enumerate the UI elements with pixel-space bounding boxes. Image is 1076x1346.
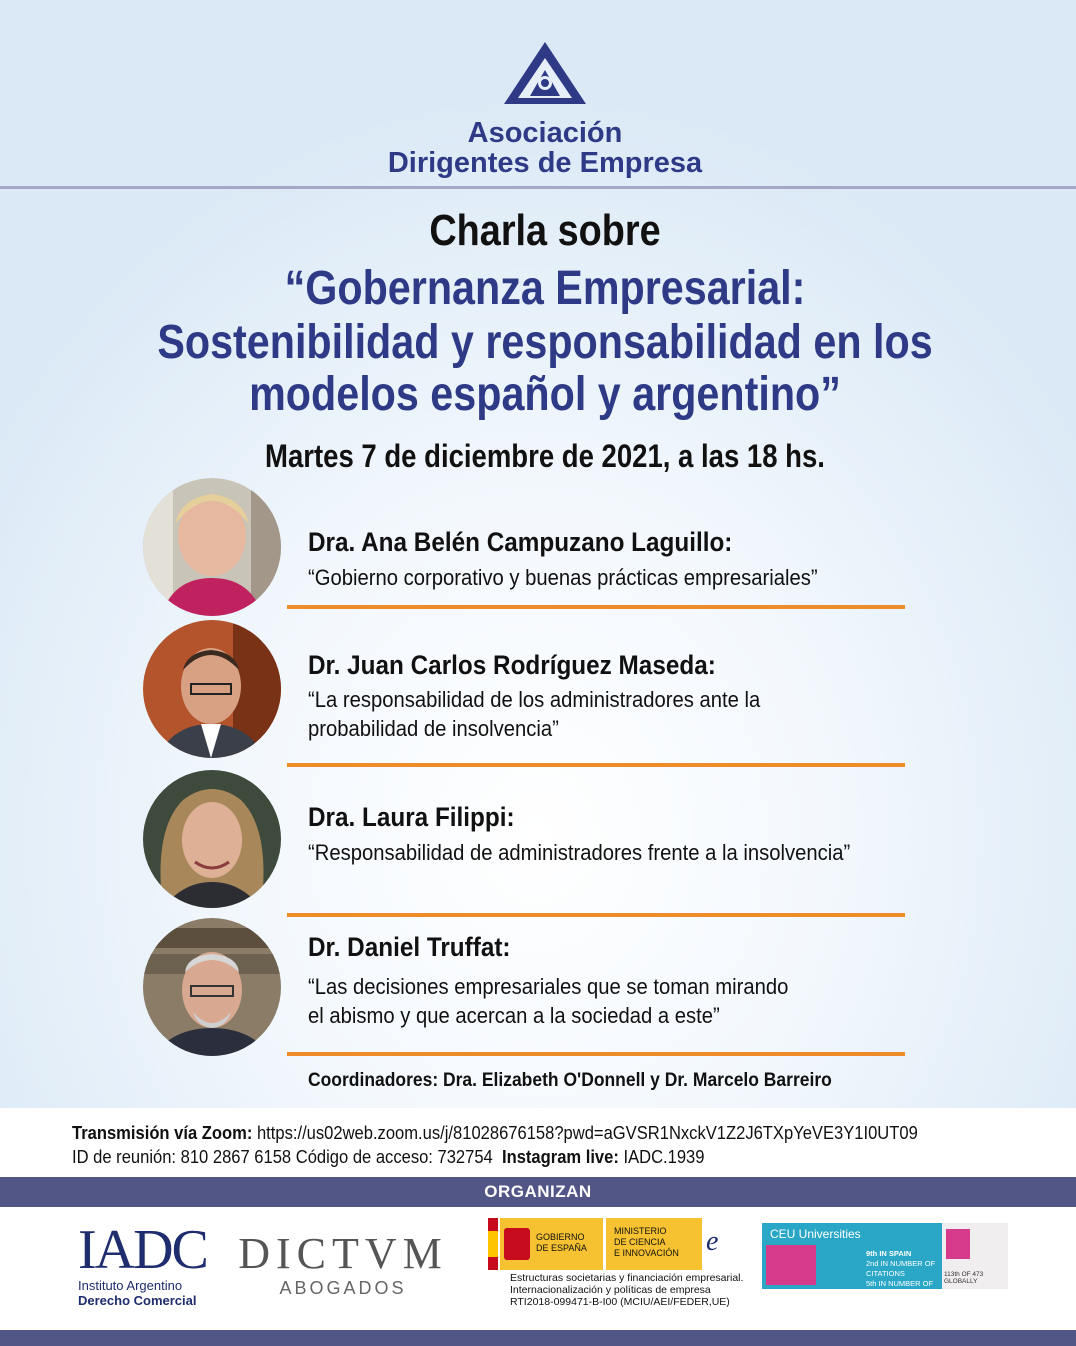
- speaker-separator-4: [287, 1052, 905, 1056]
- speaker-separator-2: [287, 763, 905, 767]
- speaker-separator-1: [287, 605, 905, 609]
- speaker-name-2: Dr. Juan Carlos Rodríguez Maseda:: [308, 650, 716, 680]
- the-rank: 113th OF 473 GLOBALLY: [944, 1271, 984, 1285]
- the-ranking-icon: [766, 1245, 816, 1285]
- title-line2: “Gobernanza Empresarial:: [284, 262, 806, 315]
- gob-left1: GOBIERNO: [536, 1232, 585, 1242]
- event-date: Martes 7 de diciembre de 2021, a las 18 hs.: [265, 438, 825, 474]
- speaker-talk-1: “Gobierno corporativo y buenas prácticas empresariales”: [308, 565, 818, 590]
- speaker-separator-3: [287, 913, 905, 917]
- gob-left2: DE ESPAÑA: [536, 1243, 587, 1253]
- speaker-photo-4: [143, 918, 281, 1056]
- ceu-title: CEU Universities: [770, 1227, 861, 1241]
- footer-bar: [0, 1330, 1076, 1346]
- dictvm-logo: [232, 1229, 454, 1299]
- title-intro: Charla sobre: [429, 206, 661, 255]
- gob-right2: DE CIENCIA: [614, 1237, 666, 1247]
- org-name-line1: Asociación: [467, 117, 623, 149]
- ceu-logo: [762, 1223, 942, 1308]
- speaker-talk-4a: “Las decisiones empresariales que se toman mirando: [308, 974, 789, 999]
- speaker-talk-4b: el abismo y que acercan a la sociedad a este”: [308, 1003, 720, 1028]
- the-badge-icon: [946, 1229, 970, 1259]
- zoom-label: Transmisión vía Zoom:: [72, 1123, 253, 1143]
- speaker-photo-1: [143, 478, 281, 616]
- header-divider: [0, 186, 1076, 189]
- gobierno-note: [510, 1272, 743, 1308]
- meeting-line: [72, 1147, 704, 1168]
- gob-right1: MINISTERIO: [614, 1226, 667, 1236]
- zoom-url-link[interactable]: https://us02web.zoom.us/j/81028676158?pwd=aGVSR1NxckV1Z2J6TXpYeVE3Y1I0UT09: [252, 1123, 918, 1143]
- iadc-line1: Instituto Argentino: [78, 1278, 183, 1293]
- meeting-id: ID de reunión: 810 2867 6158 Código de acceso: 732754: [72, 1147, 493, 1167]
- speaker-name-1: Dra. Ana Belén Campuzano Laguillo:: [308, 527, 733, 557]
- speaker-name-3: Dra. Laura Filippi:: [308, 802, 515, 832]
- spain-shield-icon: [504, 1228, 530, 1260]
- dictvm-sub: ABOGADOS: [279, 1278, 407, 1298]
- gob-right3: E INNOVACIÓN: [614, 1248, 679, 1258]
- ade-logo: [500, 38, 590, 108]
- title-line4: modelos español y argentino”: [249, 368, 841, 421]
- org-name-line2: Dirigentes de Empresa: [387, 147, 703, 179]
- speaker-talk-2a: “La responsabilidad de los administradores ante la: [308, 687, 761, 712]
- speaker-name-4: Dr. Daniel Truffat:: [308, 932, 511, 962]
- dictvm-mark: DICTVM: [238, 1229, 448, 1278]
- speaker-photo-2: [143, 620, 281, 758]
- the-badge: [942, 1223, 1008, 1289]
- iadc-mark: IADC: [78, 1219, 207, 1281]
- title-line3: Sostenibilidad y responsabilidad en los: [157, 316, 933, 369]
- instagram-handle[interactable]: IADC.1939: [618, 1147, 705, 1167]
- gobierno-logo: [488, 1218, 733, 1270]
- speaker-talk-2b: probabilidad de insolvencia”: [308, 716, 559, 741]
- aei-icon: e: [706, 1226, 719, 1257]
- instagram-label: Instagram live:: [501, 1147, 619, 1167]
- organizan-bar: ORGANIZAN: [0, 1177, 1076, 1207]
- ceu-rank2: 2nd IN NUMBER OF CITATIONS: [866, 1259, 936, 1278]
- speaker-photo-3: [143, 770, 281, 908]
- ceu-rank3: 5th IN NUMBER OF INTERNATIONAL STUDENTS: [866, 1279, 934, 1308]
- zoom-line: [72, 1123, 918, 1144]
- gob-note3: RTI2018-099471-B-I00 (MCIU/AEI/FEDER,UE): [510, 1296, 730, 1308]
- speaker-talk-3: “Responsabilidad de administradores frente a la insolvencia”: [308, 840, 851, 865]
- iadc-logo: [78, 1219, 207, 1308]
- ceu-rank1: 9th IN SPAIN: [866, 1249, 912, 1258]
- gob-note1: Estructuras societarias y financiación empresarial.: [510, 1272, 744, 1284]
- gob-note2: Internacionalización y políticas de empresa: [510, 1284, 711, 1296]
- coordinators: Coordinadores: Dra. Elizabeth O'Donnell y Dr. Marcelo Barreiro: [308, 1070, 832, 1091]
- iadc-line2: Derecho Comercial: [78, 1293, 197, 1308]
